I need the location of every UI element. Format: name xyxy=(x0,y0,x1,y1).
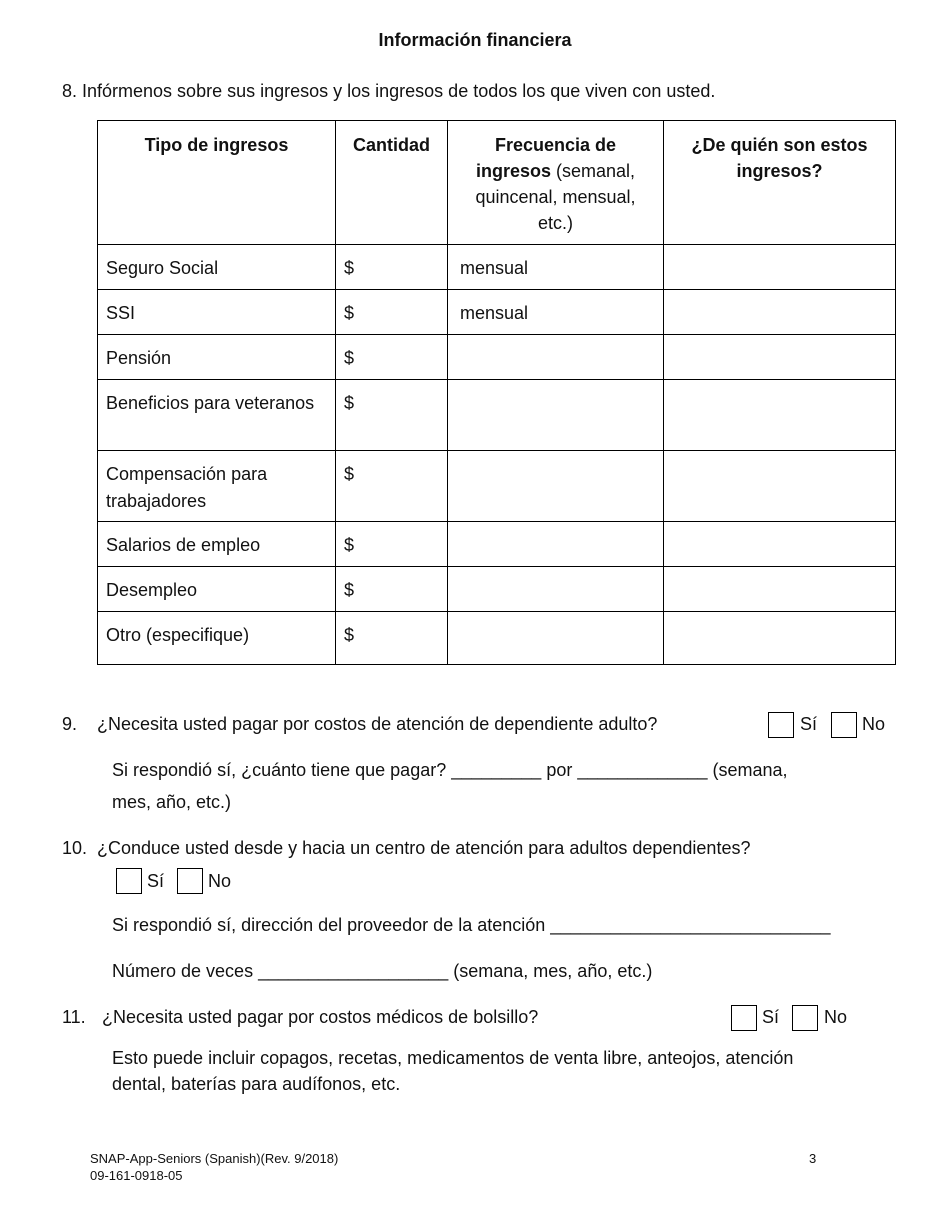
question-10-times-line[interactable]: Número de veces ___________________ (semana, mes, año, etc.) xyxy=(112,961,653,981)
income-type-cell: Pensión xyxy=(98,335,336,380)
question-11-no-label: No xyxy=(824,1007,848,1027)
header-frequency-examples: (semanal, quincenal, mensual, etc.) xyxy=(475,161,636,233)
header-whose-income: ¿De quién son estos ingresos? xyxy=(664,121,896,245)
question-10-number: 10. xyxy=(62,838,88,858)
whose-income-field[interactable] xyxy=(664,380,896,451)
question-9-no-checkbox[interactable] xyxy=(831,712,857,738)
header-income-type: Tipo de ingresos xyxy=(98,121,336,245)
question-11-yes-checkbox[interactable] xyxy=(731,1005,757,1031)
frequency-field[interactable]: mensual xyxy=(448,290,664,335)
income-table xyxy=(97,120,896,665)
question-11-yes-label: Sí xyxy=(762,1007,780,1027)
table-row xyxy=(98,567,896,612)
question-9-text: ¿Necesita usted pagar por costos de atención de dependiente adulto? xyxy=(97,714,658,734)
question-9-amount-line[interactable]: Si respondió sí, ¿cuánto tiene que pagar? _________ por _____________ (semana, xyxy=(112,760,788,780)
question-9-no-label: No xyxy=(862,714,886,734)
frequency-field[interactable] xyxy=(448,612,664,665)
table-row xyxy=(98,290,896,335)
frequency-field[interactable] xyxy=(448,380,664,451)
question-9-yes-label: Sí xyxy=(800,714,818,734)
question-10-no-checkbox[interactable] xyxy=(177,868,203,894)
income-type-cell: Seguro Social xyxy=(98,245,336,290)
income-type-cell: Otro (especifique) xyxy=(98,612,336,665)
question-10-no-label: No xyxy=(208,871,232,891)
amount-field[interactable]: $ xyxy=(336,451,448,522)
amount-field[interactable]: $ xyxy=(336,567,448,612)
income-type-cell: Salarios de empleo xyxy=(98,522,336,567)
table-row xyxy=(98,451,896,522)
amount-field[interactable]: $ xyxy=(336,335,448,380)
question-10-address-line[interactable]: Si respondió sí, dirección del proveedor de la atención ____________________________ xyxy=(112,915,831,935)
question-11-note-line-2: dental, baterías para audífonos, etc. xyxy=(112,1074,401,1094)
amount-field[interactable]: $ xyxy=(336,522,448,567)
table-row xyxy=(98,380,896,451)
frequency-field[interactable]: mensual xyxy=(448,245,664,290)
income-type-cell: Beneficios para veteranos xyxy=(98,380,336,451)
whose-income-field[interactable] xyxy=(664,567,896,612)
frequency-field[interactable] xyxy=(448,567,664,612)
question-9-period-line: mes, año, etc.) xyxy=(112,792,232,812)
question-10-yes-label: Sí xyxy=(147,871,165,891)
amount-field[interactable]: $ xyxy=(336,245,448,290)
table-header-row xyxy=(98,121,896,245)
footer-form-code: 09-161-0918-05 xyxy=(90,1168,183,1183)
income-type-cell: Compensación para trabajadores xyxy=(98,451,336,522)
whose-income-field[interactable] xyxy=(664,335,896,380)
question-11-no-checkbox[interactable] xyxy=(792,1005,818,1031)
question-11-text: ¿Necesita usted pagar por costos médicos de bolsillo? xyxy=(102,1007,539,1027)
table-row xyxy=(98,245,896,290)
table-row xyxy=(98,522,896,567)
whose-income-field[interactable] xyxy=(664,245,896,290)
question-11-number: 11. xyxy=(62,1007,86,1027)
whose-income-field[interactable] xyxy=(664,451,896,522)
whose-income-field[interactable] xyxy=(664,290,896,335)
footer-page-number: 3 xyxy=(809,1151,817,1166)
question-10-yes-checkbox[interactable] xyxy=(116,868,142,894)
amount-field[interactable]: $ xyxy=(336,290,448,335)
frequency-field[interactable] xyxy=(448,451,664,522)
amount-field[interactable]: $ xyxy=(336,612,448,665)
question-11-note-line-1: Esto puede incluir copagos, recetas, medicamentos de venta libre, anteojos, atención xyxy=(112,1048,794,1068)
question-10-text: ¿Conduce usted desde y hacia un centro de atención para adultos dependientes? xyxy=(97,838,751,858)
question-9-yes-checkbox[interactable] xyxy=(768,712,794,738)
table-row xyxy=(98,612,896,665)
frequency-field[interactable] xyxy=(448,522,664,567)
header-frequency-bold: Frecuencia de ingresos xyxy=(475,135,617,181)
amount-field[interactable]: $ xyxy=(336,380,448,451)
income-type-cell: SSI xyxy=(98,290,336,335)
table-row xyxy=(98,335,896,380)
question-8-text: 8. Infórmenos sobre sus ingresos y los ingresos de todos los que viven con usted. xyxy=(62,81,716,101)
question-9-number: 9. xyxy=(62,714,78,734)
whose-income-field[interactable] xyxy=(664,522,896,567)
footer-form-name: SNAP-App-Seniors (Spanish)(Rev. 9/2018) xyxy=(90,1151,339,1166)
header-amount: Cantidad xyxy=(336,121,448,245)
header-frequency xyxy=(448,121,664,245)
page-title: Información financiera xyxy=(378,30,572,50)
income-type-cell: Desempleo xyxy=(98,567,336,612)
whose-income-field[interactable] xyxy=(664,612,896,665)
frequency-field[interactable] xyxy=(448,335,664,380)
